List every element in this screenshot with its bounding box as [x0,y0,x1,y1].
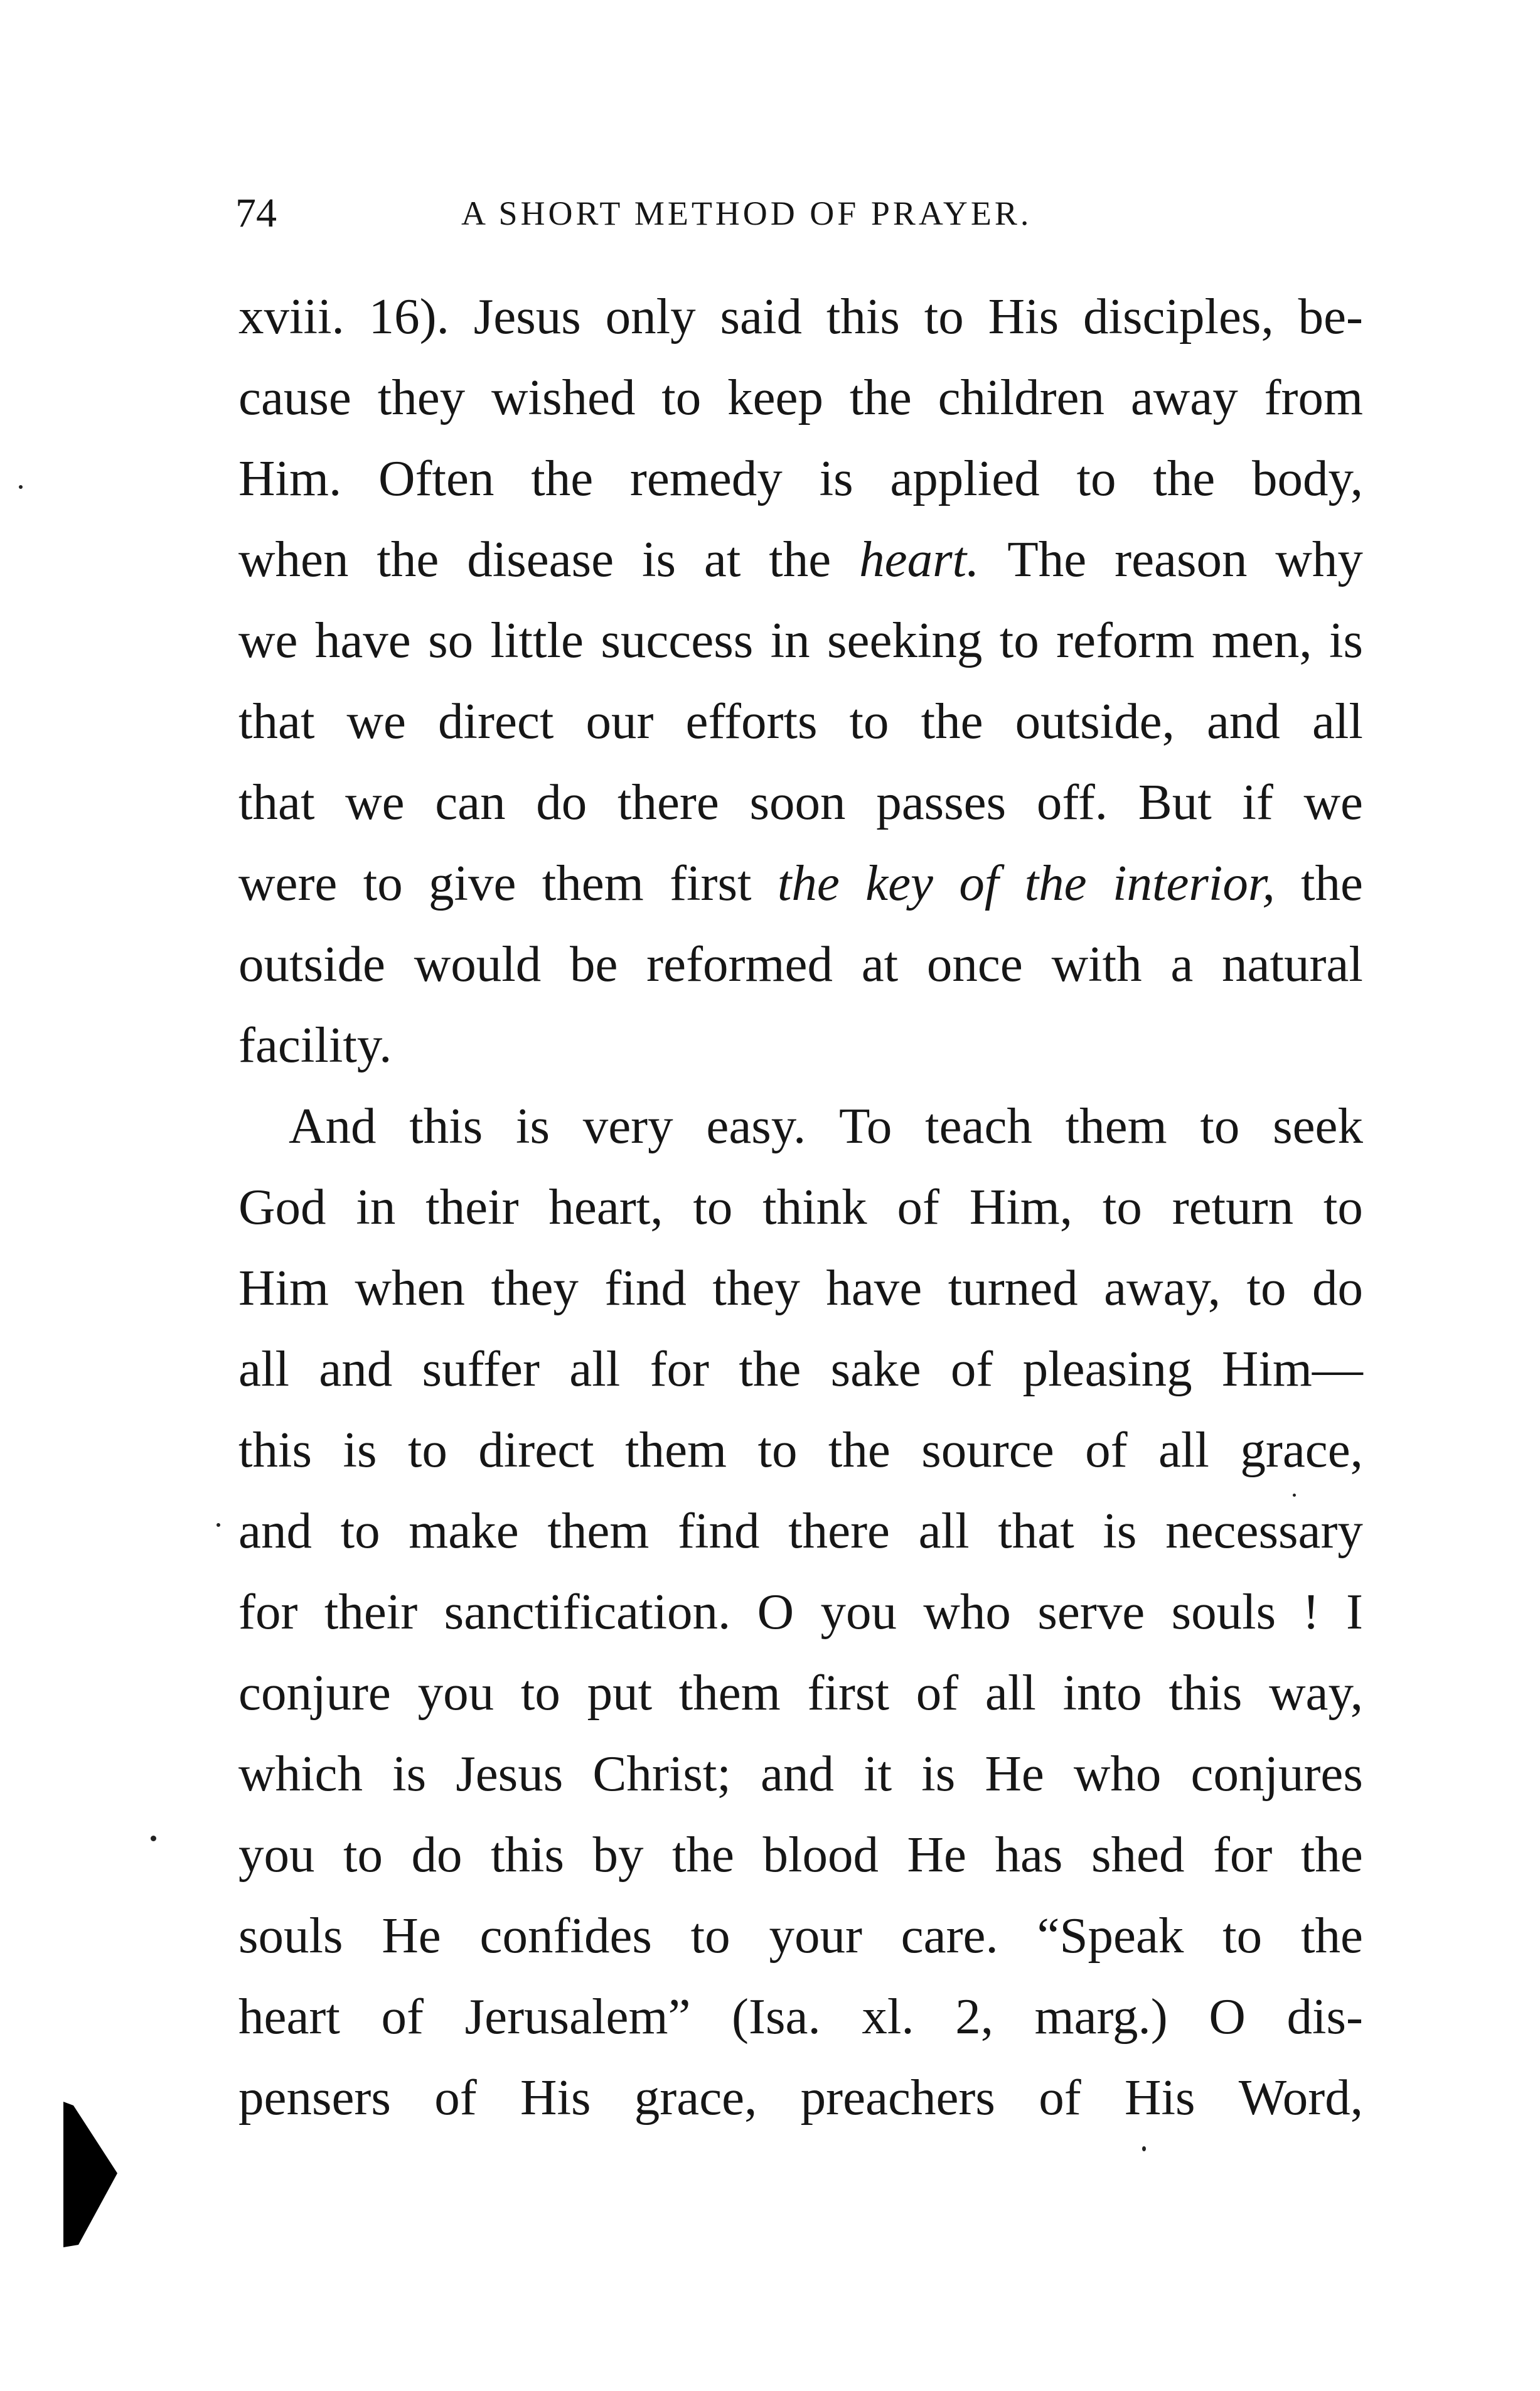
word: to [1323,1179,1363,1235]
word: you [820,1583,897,1640]
word: key [865,855,934,911]
word: of [959,855,999,911]
word: in [356,1179,396,1235]
word: think [762,1179,867,1235]
word: were [238,855,338,911]
word: we [345,774,405,830]
word: O [757,1583,794,1640]
word: heart, [548,1179,663,1235]
word: who [1073,1745,1162,1802]
body-text [238,276,1363,2138]
word: of [897,1179,939,1235]
word: the [377,531,439,587]
word: seek [1273,1098,1363,1154]
word: care. [901,1907,998,1964]
word: the [769,531,831,587]
word: this [1168,1664,1243,1721]
word: disciples, [1083,288,1274,345]
word: do [411,1826,463,1883]
word: them [1065,1098,1167,1154]
text-line [238,357,1363,438]
word: the [777,855,840,911]
word: for [238,1583,298,1640]
word: do [1312,1260,1363,1316]
text-line [238,276,1363,357]
word: with [1051,936,1142,992]
word: suffer [422,1340,540,1397]
text-line [238,1329,1363,1409]
word: I [1345,1583,1363,1640]
word: of [1085,1421,1128,1478]
word: so [428,612,474,668]
word: and [761,1745,834,1802]
word: to [1102,1179,1142,1235]
word: conjure [238,1664,391,1721]
text-line [238,1167,1363,1248]
word: a [1170,936,1194,992]
ink-speck [217,1523,220,1527]
word: be- [1298,288,1363,345]
word: the [531,450,594,506]
word: this [826,288,900,345]
word: this [409,1098,483,1154]
word: pensers [238,2069,391,2126]
running-head [235,179,1352,248]
word: xviii. [238,288,345,345]
word: they [712,1260,800,1316]
word: only [605,288,696,345]
word: God [238,1179,326,1235]
word: once [926,936,1023,992]
word: outside [238,936,385,992]
page-turn-arrow-icon [60,2099,122,2250]
word: our [586,693,654,749]
word: this [491,1826,565,1883]
word: all [569,1340,621,1397]
word: cause [238,369,351,425]
word: reform [1056,612,1195,668]
word: dis- [1286,1988,1363,2045]
word: in [770,612,810,668]
word: grace, [1240,1421,1363,1478]
word: first [807,1664,889,1721]
word: of [434,2069,477,2126]
word: applied [890,450,1040,506]
word: souls [1171,1583,1276,1640]
word: He [985,1745,1044,1802]
running-title: A SHORT METHOD OF PRAYER. [461,195,1032,232]
word: to [849,693,889,749]
word: the [1301,855,1363,911]
word: the [1153,450,1216,506]
word: the [828,1421,890,1478]
word: they [377,369,466,425]
word: by [592,1826,644,1883]
word: is [343,1421,377,1478]
word: turned [948,1260,1078,1316]
text-line [238,1086,1363,1167]
word: when [238,531,349,587]
word: this [238,1421,313,1478]
word: is [392,1745,427,1802]
text-line [238,681,1363,762]
text-line [238,924,1363,1005]
word: your [769,1907,862,1964]
ink-speck [1142,2146,1146,2151]
word: marg.) [1034,1988,1168,2045]
word: to [1076,450,1116,506]
word: give [429,855,516,911]
word: teach [925,1098,1032,1154]
text-line [238,1814,1363,1895]
word: Him. [238,450,342,506]
word: the [1300,1826,1363,1883]
word: But [1138,774,1212,830]
word: all [918,1502,970,1559]
word: Him— [1221,1340,1363,1397]
word: confides [479,1907,652,1964]
word: souls [238,1907,343,1964]
word: shed [1091,1826,1185,1883]
word: and [1206,693,1280,749]
word: Jerusalem” [464,1988,691,2045]
word: is [921,1745,956,1802]
word: His [988,288,1059,345]
word: is [642,531,676,587]
word: xl. [862,1988,914,2045]
word: efforts [685,693,818,749]
text-line [238,1652,1363,1733]
word: them [547,1502,650,1559]
word: make [409,1502,519,1559]
word: to [407,1421,447,1478]
text-line [238,1733,1363,1814]
word: is [819,450,853,506]
word: them [625,1421,727,1478]
word: Christ; [592,1745,731,1802]
word: conjures [1190,1745,1363,1802]
ink-speck [1293,1494,1296,1497]
word: all [985,1664,1036,1721]
word: to [693,1179,733,1235]
word: from [1264,369,1363,425]
paragraph [238,276,1363,1086]
word: very [582,1098,673,1154]
word: And [289,1098,377,1154]
word: Jesus [456,1745,564,1802]
word: outside, [1015,693,1175,749]
word: natural [1222,936,1363,992]
word: easy. [706,1098,806,1154]
word: there [788,1502,890,1559]
word: the [739,1340,801,1397]
word: you [417,1664,495,1721]
word: reason [1115,531,1248,587]
word: wished [491,369,636,425]
text-line [238,600,1363,681]
word: Jesus [473,288,581,345]
word: and [238,1502,312,1559]
text-line [238,1409,1363,1490]
word: they [491,1260,579,1316]
word: is [515,1098,550,1154]
word: why [1275,531,1363,587]
word: sanctification. [444,1583,731,1640]
word: to [340,1502,380,1559]
word: when [355,1260,465,1316]
word: their [425,1179,519,1235]
word: remedy [629,450,783,506]
word: men, [1211,612,1312,668]
word: Him [238,1260,329,1316]
word: direct [478,1421,594,1478]
word: said [720,288,802,345]
word: facility. [238,1017,392,1073]
word: have [826,1260,922,1316]
word: of [916,1664,959,1721]
word: reformed [646,936,833,992]
word: His [1124,2069,1195,2126]
word: for [650,1340,710,1397]
word: Word, [1238,2069,1363,2126]
word: Often [378,450,495,506]
word: source [921,1421,1054,1478]
word: to [924,288,964,345]
word: (Isa. [732,1988,821,2045]
word: return [1172,1179,1294,1235]
word: the [1300,1907,1363,1964]
text-line [238,438,1363,519]
word: the [921,693,983,749]
word: you [238,1826,315,1883]
word: to [757,1421,798,1478]
word: soon [749,774,846,830]
word: all [1158,1421,1209,1478]
word: sake [830,1340,921,1397]
word: ! [1302,1583,1320,1640]
word: to [690,1907,730,1964]
text-line [238,1490,1363,1571]
word: that [238,774,315,830]
word: to [1200,1098,1240,1154]
word: off. [1036,774,1108,830]
word: of [1039,2069,1081,2126]
word: of [381,1988,424,2045]
word: that [998,1502,1074,1559]
word: pleasing [1022,1340,1192,1397]
word: keep [727,369,824,425]
word: body, [1252,450,1363,506]
word: there [617,774,719,830]
word: and [319,1340,393,1397]
word: find [677,1502,760,1559]
word: it [864,1745,892,1802]
word: be [569,936,618,992]
word: them [542,855,644,911]
word: success [601,612,754,668]
text-line [238,762,1363,843]
word: is [1103,1502,1137,1559]
word: He [907,1826,966,1883]
word: direct [438,693,554,749]
text-line [238,519,1363,600]
word: little [490,612,584,668]
word: preachers [800,2069,995,2126]
word: Him, [969,1179,1073,1235]
word: them [678,1664,781,1721]
word: that [238,693,315,749]
word: for [1212,1826,1273,1883]
text-line [238,843,1363,924]
word: 16). [368,288,449,345]
word: to [520,1664,560,1721]
word: away [1130,369,1238,425]
text-line [238,1571,1363,1652]
word: To [839,1098,892,1154]
word: first [670,855,752,911]
word: away, [1104,1260,1221,1316]
word: His [520,2069,591,2126]
text-line [238,1005,1363,1086]
word: interior, [1112,855,1275,911]
word: serve [1037,1583,1145,1640]
word: have [314,612,411,668]
word: their [324,1583,418,1640]
word: “Speak [1037,1907,1184,1964]
word: put [587,1664,653,1721]
word: to [363,855,403,911]
word: at [703,531,741,587]
word: we [346,693,406,749]
word: we [238,612,298,668]
word: the [672,1826,735,1883]
word: all [1312,693,1363,749]
word: do [536,774,587,830]
word: The [1007,531,1087,587]
word: disease [467,531,614,587]
word: if [1242,774,1273,830]
word: grace, [634,2069,757,2126]
word: to [661,369,702,425]
word: heart. [859,531,980,587]
word: who [923,1583,1011,1640]
word: has [995,1826,1063,1883]
word: is [1329,612,1363,668]
page-number: 74 [235,190,277,236]
word: O [1209,1988,1246,2045]
word: would [414,936,542,992]
ink-speck [151,1836,156,1841]
word: to [1222,1907,1263,1964]
word: into [1062,1664,1142,1721]
text-line [238,1976,1363,2057]
word: seeking [826,612,983,668]
word: way, [1269,1664,1363,1721]
word: at [861,936,899,992]
word: passes [876,774,1007,830]
word: can [435,774,506,830]
word: 2, [955,1988,993,2045]
word: the [1024,855,1087,911]
word: which [238,1745,363,1802]
text-line [238,2057,1363,2138]
text-line [238,1248,1363,1329]
word: the [849,369,912,425]
word: He [382,1907,441,1964]
word: to [343,1826,383,1883]
word: to [1246,1260,1286,1316]
ink-speck [19,485,23,489]
word: of [950,1340,993,1397]
word: children [938,369,1104,425]
word: heart [238,1988,340,2045]
word: to [999,612,1039,668]
word: necessary [1165,1502,1363,1559]
text-line [238,1895,1363,1976]
word: all [238,1340,289,1397]
word: we [1303,774,1363,830]
word: find [604,1260,687,1316]
paragraph [238,1086,1363,2138]
word: blood [762,1826,879,1883]
